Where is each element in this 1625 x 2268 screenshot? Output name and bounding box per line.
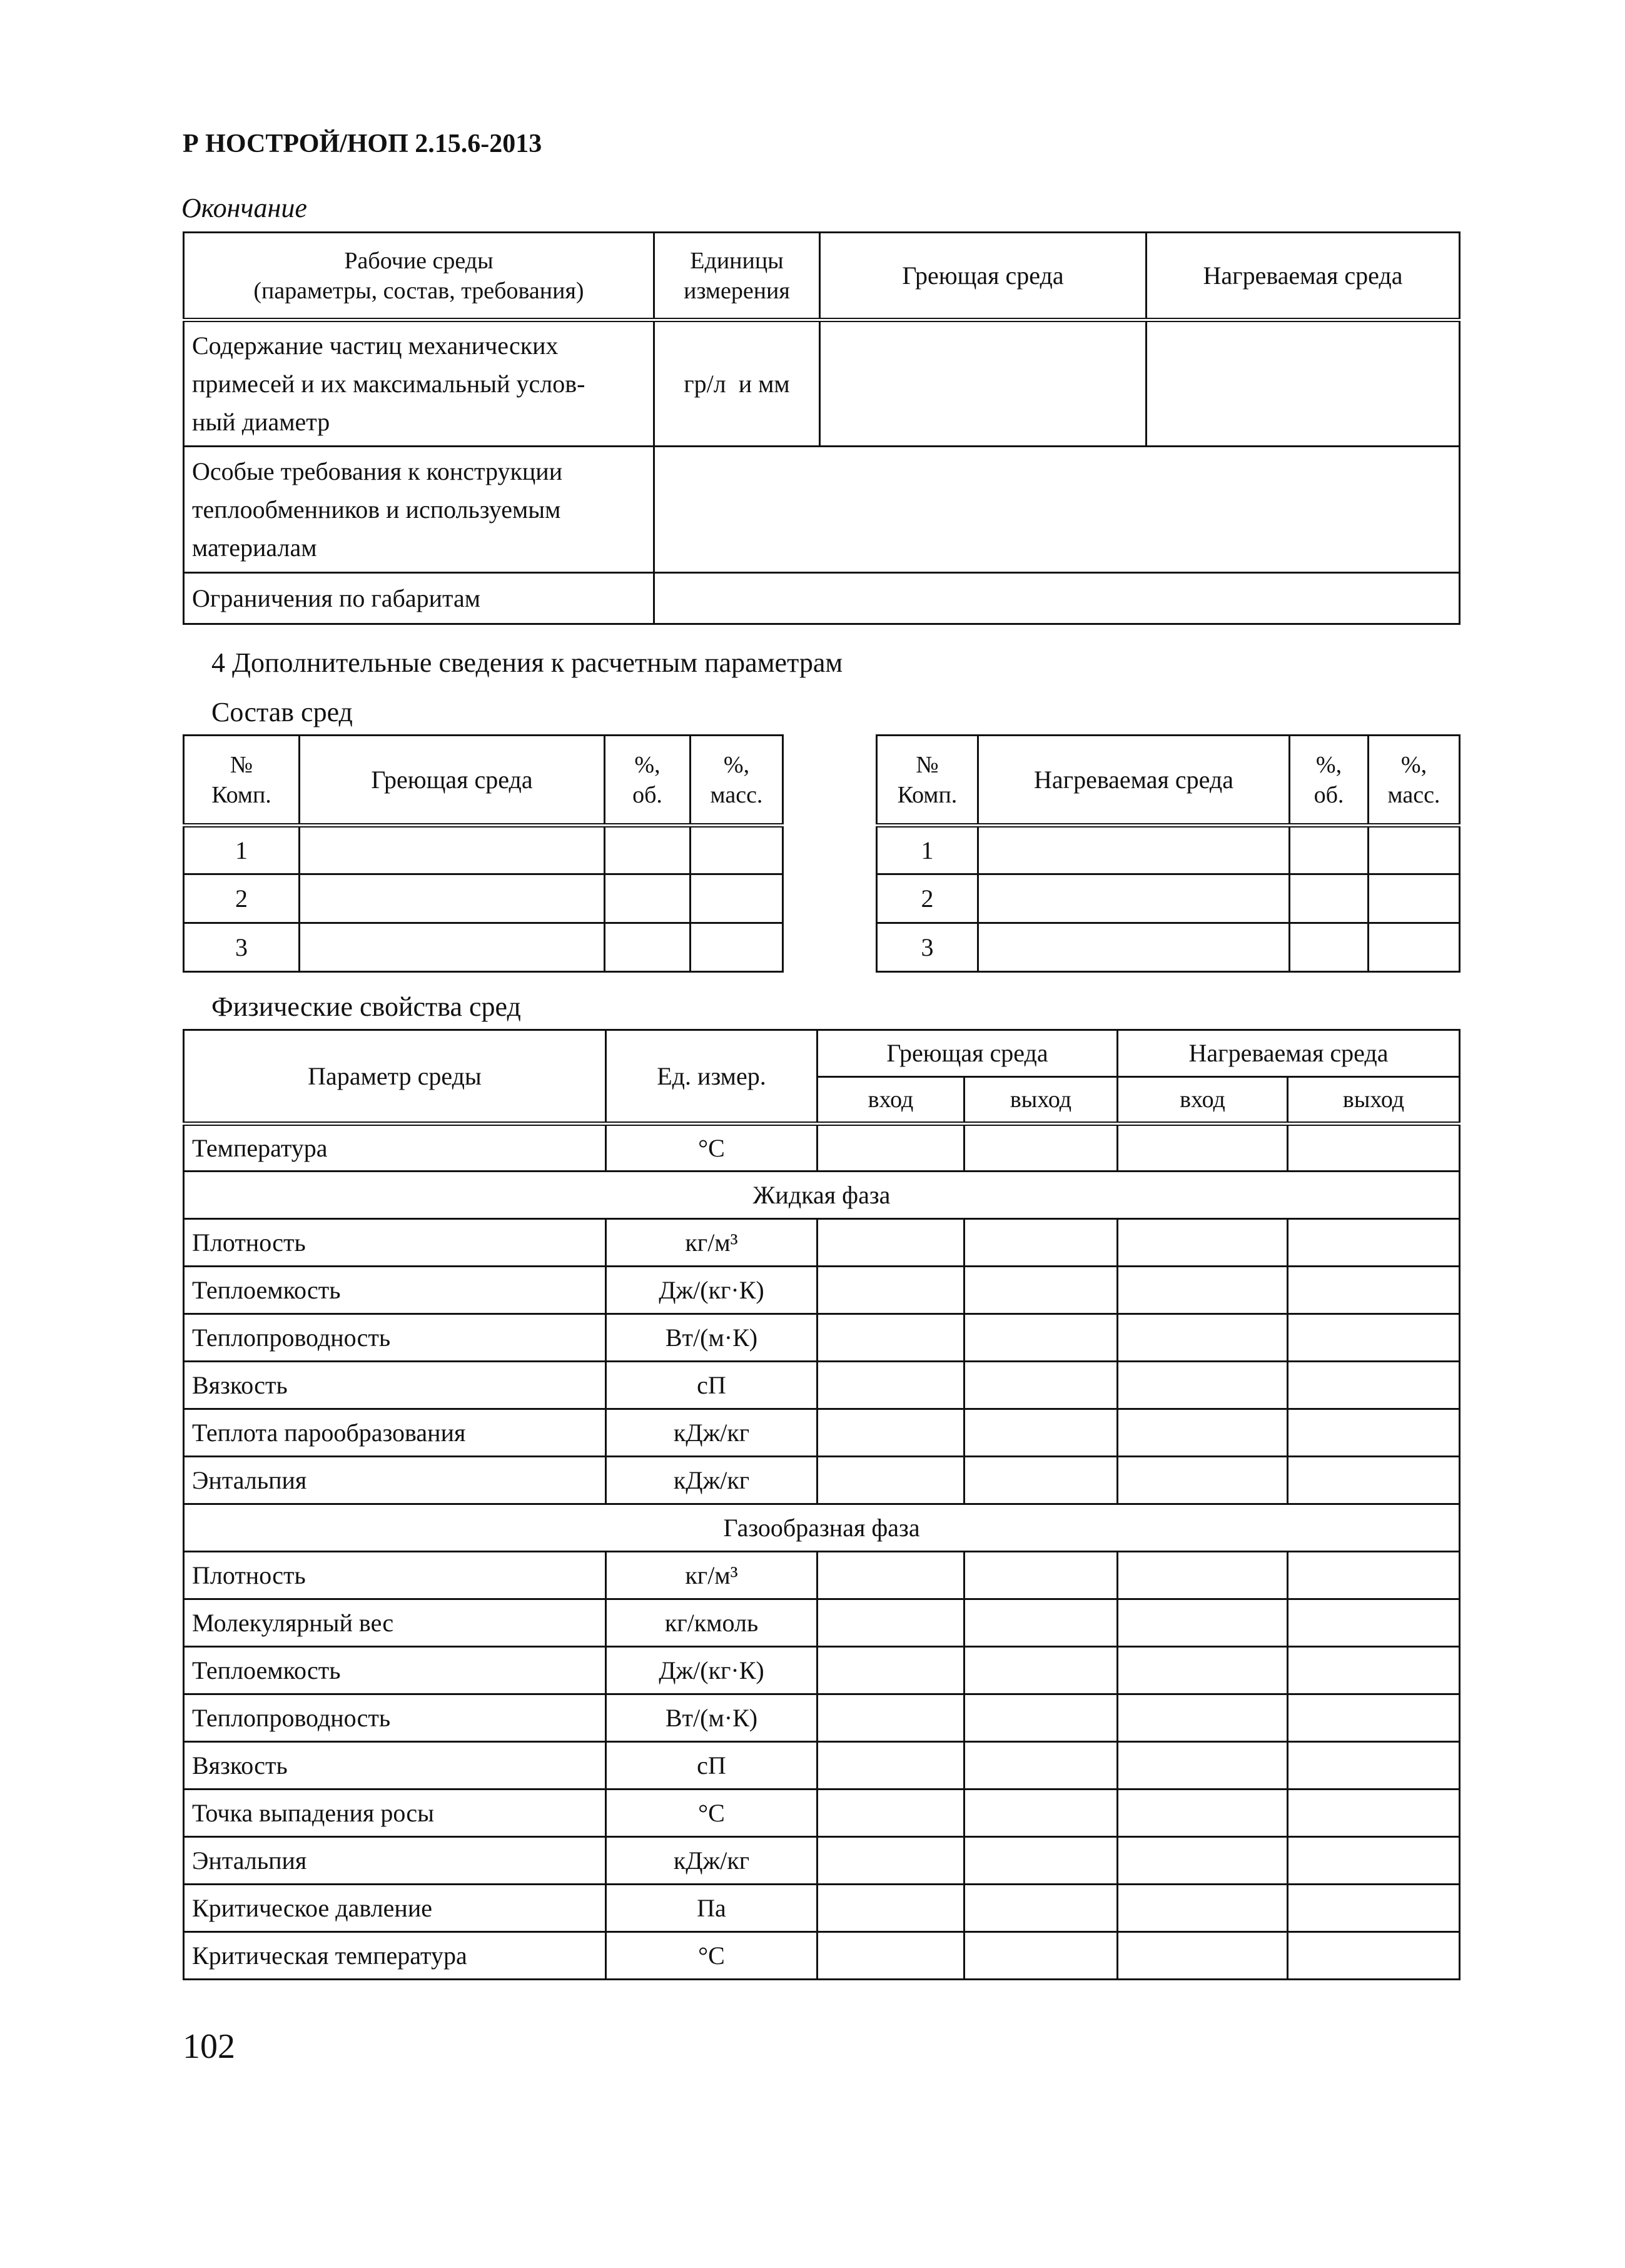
liquid-phase-heading: Жидкая фаза — [184, 1172, 1460, 1219]
table-row — [184, 1932, 1460, 1980]
value-cell[interactable] — [818, 1742, 964, 1790]
parameter-name: Теплоемкость — [184, 1267, 606, 1314]
header-text: Комп. — [897, 781, 958, 808]
gas-phase-rows — [184, 1552, 1460, 1980]
value-cell[interactable] — [1147, 320, 1460, 447]
table-row — [184, 1552, 1460, 1599]
value-cell[interactable] — [818, 1694, 964, 1742]
value-cell[interactable] — [1288, 1932, 1460, 1980]
value-cell[interactable] — [1288, 1219, 1460, 1267]
value-cell[interactable] — [1288, 1694, 1460, 1742]
parameter-unit: °С — [606, 1790, 818, 1837]
value-cell[interactable] — [964, 1790, 1118, 1837]
value-cell[interactable] — [1288, 1267, 1460, 1314]
label-line: Содержание частиц механических — [192, 332, 559, 360]
parameter-name: Точка выпадения росы — [184, 1790, 606, 1837]
value-cell[interactable] — [1118, 1314, 1288, 1362]
header-component-number — [184, 736, 300, 826]
value-cell[interactable] — [1369, 874, 1460, 923]
parameter-unit: Вт/(м·К) — [606, 1314, 818, 1362]
header-text: Комп. — [211, 781, 271, 808]
parameter-unit: кДж/кг — [606, 1457, 818, 1504]
gas-phase-heading: Газообразная фаза — [184, 1504, 1460, 1552]
value-cell[interactable] — [1118, 1362, 1288, 1409]
value-cell[interactable] — [691, 923, 783, 972]
row-label — [184, 447, 654, 573]
value-cell[interactable] — [605, 923, 691, 972]
composition-heating-table — [183, 734, 784, 973]
value-cell[interactable] — [818, 1124, 964, 1172]
composition-title: Состав сред — [211, 697, 353, 727]
component-number: 2 — [877, 874, 978, 923]
table-row — [184, 1267, 1460, 1314]
header-working-media — [184, 233, 654, 320]
value-cell[interactable] — [1118, 1932, 1288, 1980]
row-label — [184, 320, 654, 447]
value-cell[interactable] — [818, 1932, 964, 1980]
value-cell[interactable] — [1118, 1790, 1288, 1837]
section-4-title: 4 Дополнительные сведения к расчетным параметрам — [211, 647, 843, 678]
header-text: об. — [632, 781, 662, 808]
document-code: Р НОСТРОЙ/НОП 2.15.6-2013 — [183, 129, 542, 158]
value-cell[interactable] — [978, 826, 1290, 874]
value-cell[interactable] — [818, 1267, 964, 1314]
parameter-unit: кг/м³ — [606, 1219, 818, 1267]
page-number: 102 — [183, 2027, 235, 2066]
header-text: об. — [1314, 781, 1344, 808]
value-cell[interactable] — [818, 1790, 964, 1837]
table-row — [184, 1790, 1460, 1837]
header-heating-medium: Греющая среда — [300, 736, 605, 826]
value-cell[interactable] — [1288, 1742, 1460, 1790]
parameter-unit: °С — [606, 1932, 818, 1980]
value-cell[interactable] — [654, 573, 1460, 624]
value-cell[interactable] — [1118, 1219, 1288, 1267]
value-cell[interactable] — [1288, 1409, 1460, 1457]
header-outlet: выход — [1288, 1077, 1460, 1124]
parameter-unit: кг/м³ — [606, 1552, 818, 1599]
parameter-unit: кг/кмоль — [606, 1599, 818, 1647]
value-cell[interactable] — [818, 1647, 964, 1694]
value-cell[interactable] — [1288, 1314, 1460, 1362]
header-unit: Ед. измер. — [606, 1030, 818, 1124]
table-row — [184, 1362, 1460, 1409]
header-parameter: Параметр среды — [184, 1030, 606, 1124]
parameter-name: Температура — [184, 1124, 606, 1172]
value-cell[interactable] — [1288, 1790, 1460, 1837]
value-cell[interactable] — [978, 874, 1290, 923]
value-cell[interactable] — [964, 1362, 1118, 1409]
value-cell[interactable] — [1118, 1124, 1288, 1172]
header-heating-medium: Греющая среда — [820, 233, 1147, 320]
header-mass-percent — [1369, 736, 1460, 826]
value-cell[interactable] — [1288, 1552, 1460, 1599]
value-cell[interactable] — [964, 1694, 1118, 1742]
component-number: 3 — [877, 923, 978, 972]
table-row — [184, 1837, 1460, 1885]
label-line: примесей и их максимальный услов- — [192, 370, 585, 398]
header-volume-percent — [605, 736, 691, 826]
value-cell[interactable] — [818, 1599, 964, 1647]
parameter-name: Критическая температура — [184, 1932, 606, 1980]
value-cell[interactable] — [300, 923, 605, 972]
parameter-name: Вязкость — [184, 1742, 606, 1790]
working-media-table — [183, 231, 1460, 625]
parameter-name: Критическое давление — [184, 1885, 606, 1932]
table-row — [184, 1219, 1460, 1267]
value-cell[interactable] — [1288, 1647, 1460, 1694]
parameter-name: Теплопроводность — [184, 1694, 606, 1742]
value-cell[interactable] — [1118, 1694, 1288, 1742]
header-heated-medium: Нагреваемая среда — [1118, 1030, 1460, 1077]
value-cell[interactable] — [1118, 1885, 1288, 1932]
component-number: 1 — [184, 826, 300, 874]
parameter-unit: Дж/(кг·К) — [606, 1267, 818, 1314]
value-cell[interactable] — [818, 1552, 964, 1599]
physical-properties-table — [183, 1029, 1460, 1980]
value-cell[interactable] — [964, 1837, 1118, 1885]
unit-cell: гр/л и мм — [654, 320, 820, 447]
header-text: Рабочие среды — [344, 247, 494, 274]
table-row — [184, 1742, 1460, 1790]
value-cell[interactable] — [818, 1314, 964, 1362]
value-cell[interactable] — [1290, 923, 1369, 972]
value-cell[interactable] — [818, 1885, 964, 1932]
value-cell[interactable] — [818, 1837, 964, 1885]
parameter-name: Энтальпия — [184, 1837, 606, 1885]
header-volume-percent — [1290, 736, 1369, 826]
header-component-number — [877, 736, 978, 826]
value-cell[interactable] — [820, 320, 1147, 447]
value-cell[interactable] — [964, 1124, 1118, 1172]
parameter-name: Вязкость — [184, 1362, 606, 1409]
value-cell[interactable] — [1369, 826, 1460, 874]
physical-properties-title: Физические свойства сред — [211, 991, 521, 1022]
value-cell[interactable] — [1290, 874, 1369, 923]
table-row — [184, 1694, 1460, 1742]
header-units — [654, 233, 820, 320]
value-cell[interactable] — [1118, 1647, 1288, 1694]
parameter-unit: кДж/кг — [606, 1837, 818, 1885]
component-number: 1 — [877, 826, 978, 874]
value-cell[interactable] — [1118, 1552, 1288, 1599]
value-cell[interactable] — [818, 1409, 964, 1457]
header-text: Единицы — [690, 247, 784, 274]
value-cell[interactable] — [964, 1457, 1118, 1504]
liquid-phase-rows — [184, 1219, 1460, 1504]
parameter-unit: сП — [606, 1362, 818, 1409]
value-cell[interactable] — [691, 826, 783, 874]
value-cell[interactable] — [654, 447, 1460, 573]
header-mass-percent — [691, 736, 783, 826]
value-cell[interactable] — [1118, 1742, 1288, 1790]
value-cell[interactable] — [818, 1457, 964, 1504]
parameter-name: Молекулярный вес — [184, 1599, 606, 1647]
value-cell[interactable] — [964, 1267, 1118, 1314]
value-cell[interactable] — [1369, 923, 1460, 972]
header-heated-medium: Нагреваемая среда — [1147, 233, 1460, 320]
value-cell[interactable] — [964, 1932, 1118, 1980]
component-number: 2 — [184, 874, 300, 923]
header-text: № — [916, 751, 939, 778]
header-heated-medium: Нагреваемая среда — [978, 736, 1290, 826]
parameter-unit: кДж/кг — [606, 1409, 818, 1457]
component-number: 3 — [184, 923, 300, 972]
label-line: ный диаметр — [192, 408, 330, 436]
value-cell[interactable] — [1118, 1599, 1288, 1647]
value-cell[interactable] — [1288, 1362, 1460, 1409]
label-line: теплообменников и используемым — [192, 495, 561, 524]
value-cell[interactable] — [964, 1647, 1118, 1694]
value-cell[interactable] — [605, 826, 691, 874]
value-cell[interactable] — [964, 1885, 1118, 1932]
value-cell[interactable] — [964, 1409, 1118, 1457]
value-cell[interactable] — [978, 923, 1290, 972]
value-cell[interactable] — [1118, 1267, 1288, 1314]
table-row — [184, 1314, 1460, 1362]
continuation-label: Окончание — [181, 193, 307, 223]
parameter-name: Теплота парообразования — [184, 1409, 606, 1457]
header-text: масс. — [1387, 781, 1440, 808]
label-line: материалам — [192, 534, 317, 562]
label-line: Особые требования к конструкции — [192, 457, 563, 485]
value-cell[interactable] — [300, 874, 605, 923]
value-cell[interactable] — [1288, 1457, 1460, 1504]
header-heating-medium: Греющая среда — [818, 1030, 1118, 1077]
value-cell[interactable] — [1118, 1409, 1288, 1457]
value-cell[interactable] — [964, 1314, 1118, 1362]
header-text: %, — [1400, 751, 1427, 778]
parameter-name: Энтальпия — [184, 1457, 606, 1504]
row-label: Ограничения по габаритам — [184, 573, 654, 624]
composition-heated-table — [876, 734, 1460, 973]
value-cell[interactable] — [605, 874, 691, 923]
header-text: %, — [1315, 751, 1342, 778]
value-cell[interactable] — [964, 1219, 1118, 1267]
table-row — [184, 1647, 1460, 1694]
parameter-unit: Па — [606, 1885, 818, 1932]
header-text: № — [230, 751, 253, 778]
parameter-unit: Дж/(кг·К) — [606, 1647, 818, 1694]
table-row — [184, 1409, 1460, 1457]
value-cell[interactable] — [1288, 1124, 1460, 1172]
value-cell[interactable] — [1290, 826, 1369, 874]
value-cell[interactable] — [300, 826, 605, 874]
value-cell[interactable] — [1118, 1837, 1288, 1885]
parameter-name: Теплоемкость — [184, 1647, 606, 1694]
value-cell[interactable] — [964, 1742, 1118, 1790]
value-cell[interactable] — [691, 874, 783, 923]
table-row — [184, 1599, 1460, 1647]
header-text: (параметры, состав, требования) — [253, 277, 584, 304]
value-cell[interactable] — [964, 1599, 1118, 1647]
parameter-name: Плотность — [184, 1219, 606, 1267]
header-inlet: вход — [818, 1077, 964, 1124]
value-cell[interactable] — [1288, 1599, 1460, 1647]
table-row — [184, 1457, 1460, 1504]
value-cell[interactable] — [1288, 1885, 1460, 1932]
parameter-unit: Вт/(м·К) — [606, 1694, 818, 1742]
header-text: масс. — [710, 781, 763, 808]
table-row — [184, 1885, 1460, 1932]
header-text: %, — [634, 751, 661, 778]
header-text: измерения — [684, 277, 790, 304]
parameter-unit: сП — [606, 1742, 818, 1790]
parameter-name: Плотность — [184, 1552, 606, 1599]
value-cell[interactable] — [1288, 1837, 1460, 1885]
value-cell[interactable] — [1118, 1457, 1288, 1504]
header-text: %, — [723, 751, 750, 778]
parameter-unit: °С — [606, 1124, 818, 1172]
value-cell[interactable] — [818, 1219, 964, 1267]
header-inlet: вход — [1118, 1077, 1288, 1124]
value-cell[interactable] — [818, 1362, 964, 1409]
parameter-name: Теплопроводность — [184, 1314, 606, 1362]
value-cell[interactable] — [964, 1552, 1118, 1599]
header-outlet: выход — [964, 1077, 1118, 1124]
